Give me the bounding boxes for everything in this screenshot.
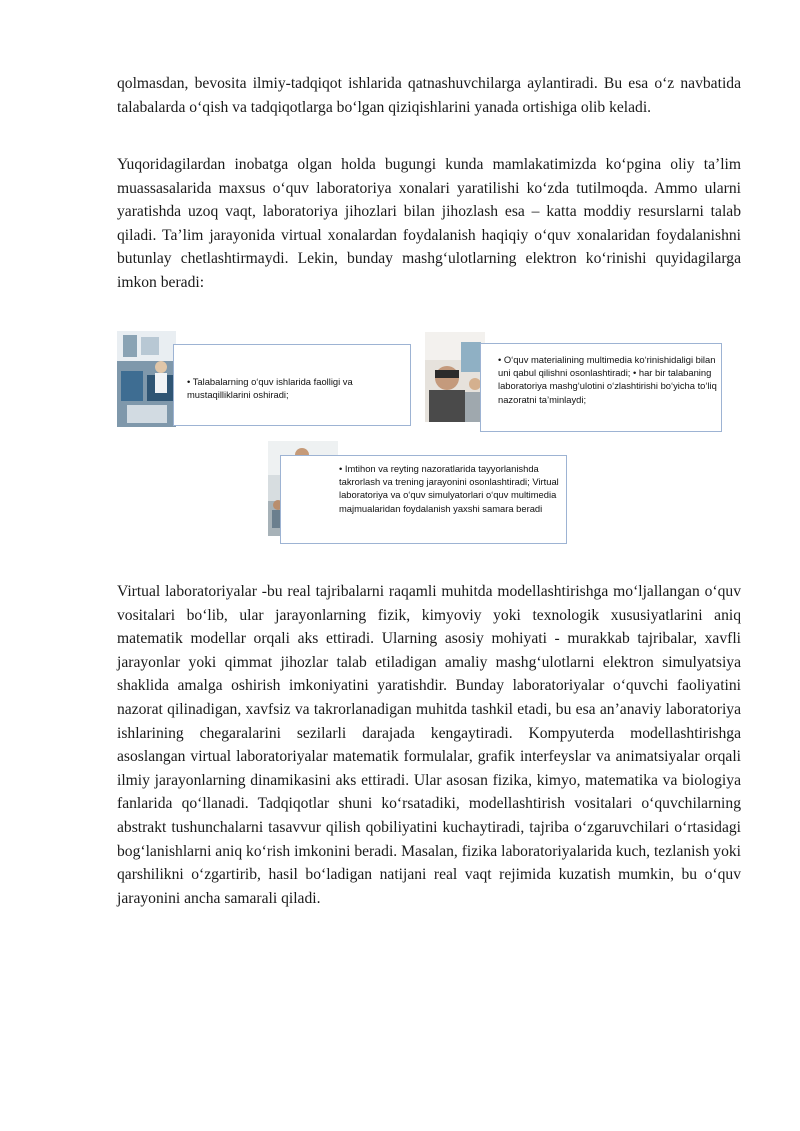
benefit-card-activity bbox=[173, 344, 411, 426]
benefit-card-exams bbox=[280, 455, 567, 544]
benefit-text: • Talabalarning o‘quv ishlarida faolligi va mustaqilliklarini oshiradi; bbox=[187, 376, 353, 401]
paragraph-virtual-labs: Virtual laboratoriyalar -bu real tajribalarni raqamli muhitda modellashtirishga mo‘ljallangan o‘quv vositalari bo‘lib, ular jarayonlarning fizik, kimyoviy yoki texnologik xususiyatlarini aniq matematik modellar orqali aks ettiradi. Ularning asosiy mohiyati - murakkab tajribalar, xavfli jarayonlar yoki qimmat jihozlar talab etiladigan amaliy mashg‘ulotlarni elektron simulyatsiya shaklida amalga oshirish imkoniyatini yaratishdir. Bunday laboratoriyalar o‘quvchi faoliyatini nazorat qilinadigan, xavfsiz va takrorlanadigan muhitda tashkil etadi, bu esa an’anaviy laboratoriya ishlarining chegaralarini sezilarli darajada kengaytiradi. Kompyuterda modellashtirishga asoslangan virtual laboratoriyalar matematik formulalar, grafik interfeyslar va animatsiyalar orqali ilmiy jarayonlarning dinamikasini aks ettiradi. Ular asosan fizika, kimyo, matematika va biologiya fanlarida qo‘llanadi. Tadqiqotlar shuni ko‘rsatadiki, modellashtirish vositalari o‘quvchilarning abstrakt tushunchalarni tasavvur qilish qobiliyatini kuchaytiradi, tajriba o‘zgaruvchilari o‘rtasidagi bog‘lanishlarni aniq ko‘rish imkonini beradi. Masalan, fizika laboratoriyalarida kuch, tezlanish yoki qarshilikni o‘zgartirib, hasil bo‘ladigan natijani real vaqt rejimida kuzatish mumkin, bu o‘quv jarayonini ancha samarali qiladi. bbox=[117, 583, 742, 907]
benefit-card-multimedia bbox=[480, 343, 722, 432]
lab-photo bbox=[117, 331, 176, 427]
paragraph-virtual-rooms: Yuqoridagilardan inobatga olgan holda bugungi kunda mamlakatimizda ko‘pgina oliy ta’lim muassasalarida maxsus o‘quv laboratoriya xonalari yaratilishi ko‘zda tutilmoqda. Ammo ularni yaratishda uzoq vaqt, laboratoriya jihozlari bilan jihozlash esa – katta moddiy resurslarni talab qiladi. Ta’lim jarayonida virtual xonalardan foydalanish haqiqiy o‘quv xonalaridan foydalanishni butunlay chetlashtirmaydi. Lekin, bunday mashg‘ulotlarning elektron ko‘rinishi quyidagilarga imkon beradi: bbox=[117, 156, 741, 291]
paragraph-intro: qolmasdan, bevosita ilmiy-tadqiqot ishlarida qatnashuvchilarga aylantiradi. Bu esa o‘z navbatida talabalarda o‘qish va tadqiqotlarga bo‘lgan qiziqishlarini yanada ortishiga olib keladi. bbox=[117, 75, 741, 116]
benefit-text: • Imtihon va reyting nazoratlarida tayyorlanishda takrorlash va trening jarayonini osonlashtiradi; Virtual laboratoriya va o‘quv simulyatorlari o‘quv multimedia majmualaridan foydalanish yaxshi samara beradi bbox=[339, 463, 559, 514]
benefit-text: • O‘quv materialining multimedia ko‘rinishidaligi bilan uni qabul qilishni osonlashtiradi; • har bir talabaning laboratoriya mashg‘ulotini o‘zlashtirishi bo‘yicha to‘liq nazoratni ta’minlaydi; bbox=[498, 354, 717, 405]
student-vr-photo bbox=[425, 332, 485, 422]
